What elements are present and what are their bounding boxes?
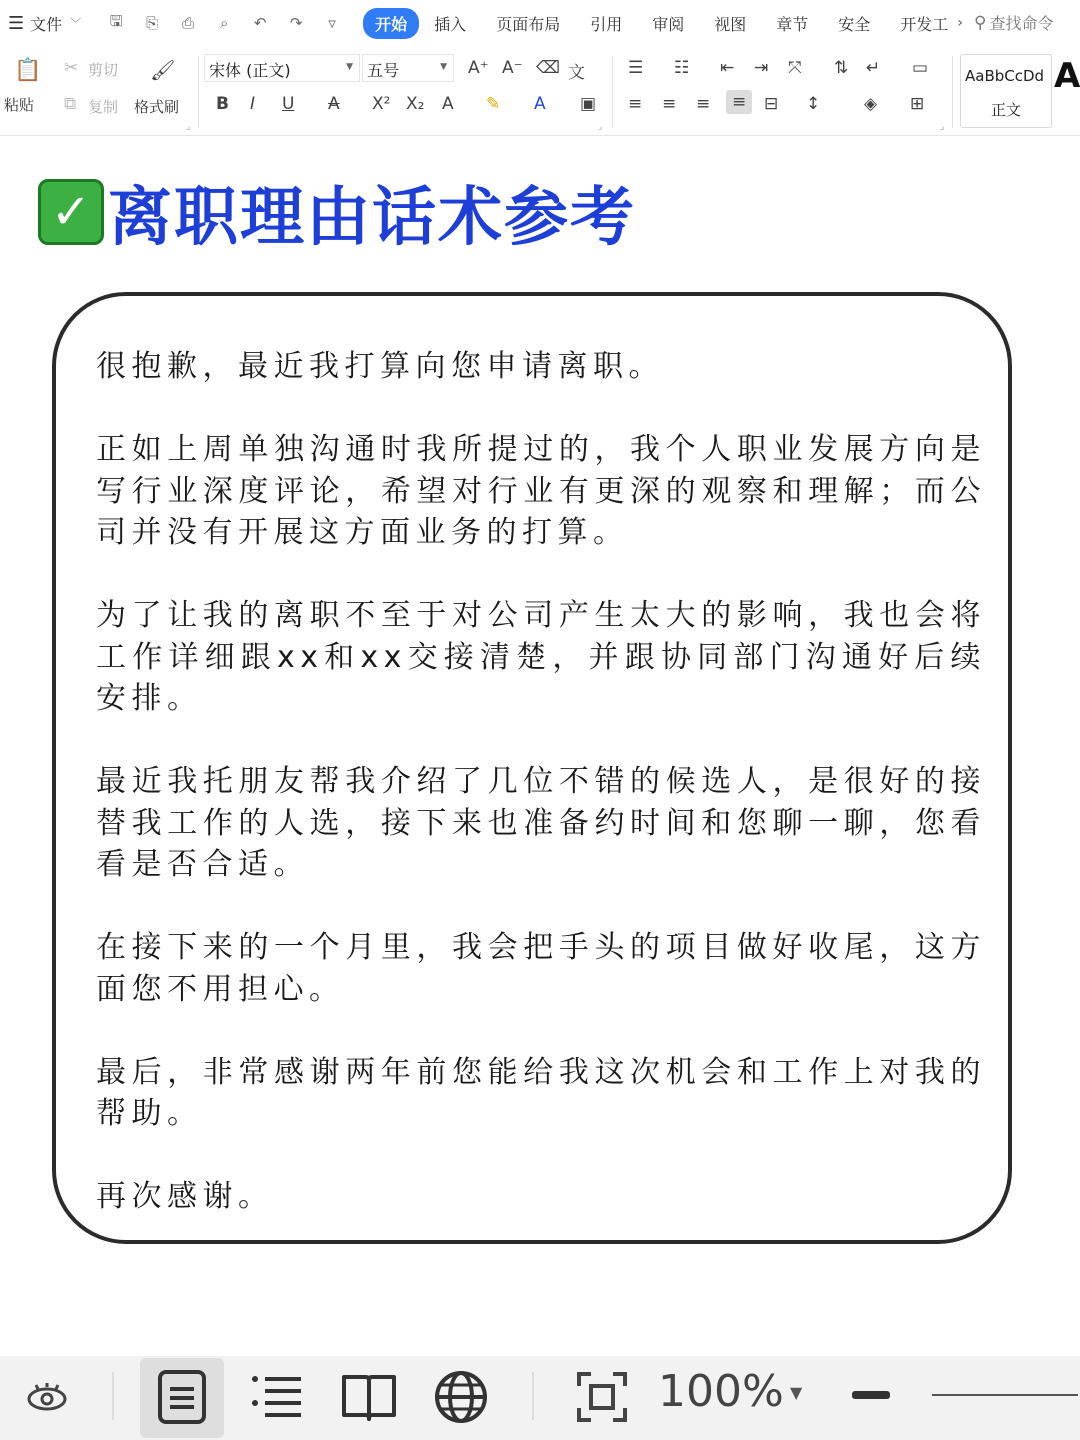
letter-paragraph: 最后，非常感谢两年前您能给我这次机会和工作上对我的帮助。 <box>96 1054 986 1131</box>
line-spacing-icon[interactable]: ↕ <box>806 94 821 114</box>
show-marks-icon[interactable]: ↵ <box>866 58 881 78</box>
font-name-value: 宋体 (正文) <box>209 61 291 80</box>
tab-1[interactable]: 插入 <box>434 14 467 34</box>
bullets-icon[interactable]: ☰ <box>628 58 644 78</box>
align-center-icon[interactable]: ≡ <box>662 94 677 114</box>
decrease-indent-icon[interactable]: ⇤ <box>720 58 735 78</box>
letter-paragraph: 正如上周单独沟通时我所提过的，我个人职业发展方向是写行业深度评论，希望对行业有更深的观察和理解；而公司并没有开展这方面业务的打算。 <box>96 432 986 550</box>
quick-access-toolbar <box>107 11 341 36</box>
text-effect-icon[interactable]: A <box>442 94 454 114</box>
italic-icon[interactable]: I <box>250 94 256 114</box>
search-command-label: 查找命令 <box>989 14 1054 33</box>
shrink-font-icon[interactable]: A⁻ <box>502 58 523 78</box>
tab-3[interactable]: 引用 <box>590 14 623 34</box>
redo-icon[interactable]: ↷ <box>289 14 303 32</box>
increase-indent-icon[interactable]: ⇥ <box>754 58 769 78</box>
style-normal[interactable] <box>960 54 1052 128</box>
zoom-out-icon[interactable] <box>852 1391 890 1399</box>
zoom-level[interactable]: 100% <box>658 1366 784 1417</box>
paragraph-dialog-launcher-icon[interactable]: ⌟ <box>940 122 945 132</box>
shading-icon[interactable]: ◈ <box>864 94 878 114</box>
borders-icon[interactable]: ⊞ <box>910 94 925 114</box>
sort-icon[interactable]: ⇅ <box>834 58 849 78</box>
strikethrough-icon[interactable]: A <box>328 94 340 114</box>
align-left-icon[interactable]: ≡ <box>628 94 643 114</box>
chinese-layout-icon[interactable]: ⤧ <box>788 58 802 78</box>
character-border-icon[interactable]: ▣ <box>580 94 597 114</box>
zoom-dropdown-icon[interactable]: ▼ <box>790 1383 803 1402</box>
tab-2[interactable]: 页面布局 <box>496 14 561 34</box>
eye-protection-icon[interactable] <box>24 1360 70 1434</box>
web-view-icon[interactable] <box>432 1360 490 1434</box>
outline-view-icon[interactable] <box>248 1360 304 1434</box>
justify-icon[interactable]: ≡ <box>726 90 752 114</box>
print-preview-icon[interactable]: ⌕ <box>219 14 229 32</box>
paste-button[interactable]: 粘贴 <box>4 96 35 114</box>
ribbon-divider <box>612 56 613 128</box>
hamburger-icon: ☰ <box>8 12 25 34</box>
fullscreen-icon[interactable] <box>574 1360 630 1434</box>
zoom-slider[interactable] <box>932 1394 1078 1396</box>
save-icon[interactable]: 🖫 <box>109 11 123 30</box>
letter-paragraph: 很抱歉，最近我打算向您申请离职。 <box>96 349 664 384</box>
numbering-icon[interactable]: ☷ <box>674 58 690 78</box>
bold-icon[interactable]: B <box>216 94 229 114</box>
tab-7[interactable]: 安全 <box>838 14 871 34</box>
tab-6[interactable]: 章节 <box>776 14 809 34</box>
menu-bar <box>0 0 1080 46</box>
export-icon[interactable]: ⎘ <box>146 14 159 32</box>
font-dialog-launcher-icon[interactable]: ⌟ <box>598 122 603 132</box>
page-view-icon[interactable] <box>154 1360 210 1434</box>
font-name-select[interactable] <box>204 54 360 82</box>
letter-paragraph: 为了让我的离职不至于对公司产生太大的影响，我也会将工作详细跟xx和xx交接清楚，并跟协同部门沟通好后续安排。 <box>96 598 986 716</box>
dropdown-arrow-icon: ▼ <box>440 62 447 72</box>
superscript-icon[interactable]: X² <box>372 94 391 114</box>
file-menu[interactable] <box>8 12 81 35</box>
ribbon-divider <box>952 56 953 128</box>
document-title <box>38 166 636 258</box>
grow-font-icon[interactable]: A⁺ <box>468 58 489 78</box>
format-painter-icon: 🖌 <box>150 58 176 82</box>
style-name: 正文 <box>990 101 1021 119</box>
ruler-icon[interactable]: ▭ <box>912 58 929 78</box>
status-separator <box>112 1372 114 1420</box>
underline-icon[interactable]: U <box>282 94 295 114</box>
print-icon[interactable]: ⎙ <box>182 14 195 32</box>
copy-button[interactable]: 复制 <box>88 98 119 116</box>
tab-0[interactable]: 开始 <box>363 8 419 39</box>
copy-icon: ⧉ <box>64 94 77 114</box>
search-command[interactable] <box>974 11 1053 34</box>
font-color-icon[interactable]: A <box>534 94 546 114</box>
style-sample: AaBbCcDd <box>965 67 1045 85</box>
highlight-icon[interactable]: ✎ <box>486 94 501 114</box>
search-icon: ⚲ <box>974 12 987 33</box>
customize-toolbar-icon[interactable]: ▿ <box>328 14 336 32</box>
font-size-value: 五号 <box>367 61 400 80</box>
cut-button[interactable]: 剪切 <box>88 61 119 79</box>
cut-icon: ✂ <box>64 58 79 78</box>
paste-icon[interactable]: 📋 <box>14 58 42 83</box>
clear-format-icon[interactable]: ⌫ <box>536 58 561 78</box>
tab-8[interactable]: 开发工 <box>900 14 949 34</box>
check-mark-icon: ✓ <box>38 179 104 245</box>
subscript-icon[interactable]: X₂ <box>406 94 425 114</box>
align-right-icon[interactable]: ≡ <box>696 94 711 114</box>
letter-paragraph: 最近我托朋友帮我介绍了几位不错的候选人，是很好的接替我工作的人选，接下来也准备约时间和您聊一聊，您看看是否合适。 <box>96 764 986 882</box>
chevron-down-icon: ﹀ <box>70 17 82 30</box>
letter-paragraph: 在接下来的一个月里，我会把手头的项目做好收尾，这方面您不用担心。 <box>96 930 986 1007</box>
style-heading-preview[interactable]: A <box>1054 56 1080 96</box>
letter-body <box>96 346 986 1259</box>
tab-5[interactable]: 视图 <box>714 14 747 34</box>
ribbon-divider <box>198 56 199 128</box>
format-painter-button[interactable]: 格式刷 <box>134 98 180 116</box>
chevron-right-icon[interactable]: › <box>957 15 963 31</box>
ribbon <box>0 46 1080 136</box>
title-text: 离职理由话术参考 <box>108 181 636 255</box>
file-menu-label: 文件 <box>30 14 63 34</box>
tab-4[interactable]: 审阅 <box>652 14 685 34</box>
letter-paragraph: 再次感谢。 <box>96 1179 274 1214</box>
font-size-select[interactable] <box>362 54 454 82</box>
ribbon-tabs <box>363 8 963 39</box>
clipboard-dialog-launcher-icon[interactable]: ⌟ <box>186 122 191 132</box>
dropdown-arrow-icon: ▼ <box>346 62 353 72</box>
status-separator <box>532 1372 534 1420</box>
distributed-icon[interactable]: ⊟ <box>764 94 779 114</box>
reading-view-icon[interactable] <box>340 1360 398 1434</box>
undo-icon[interactable]: ↶ <box>253 14 267 32</box>
phonetic-guide-icon[interactable]: 文 <box>568 63 585 83</box>
